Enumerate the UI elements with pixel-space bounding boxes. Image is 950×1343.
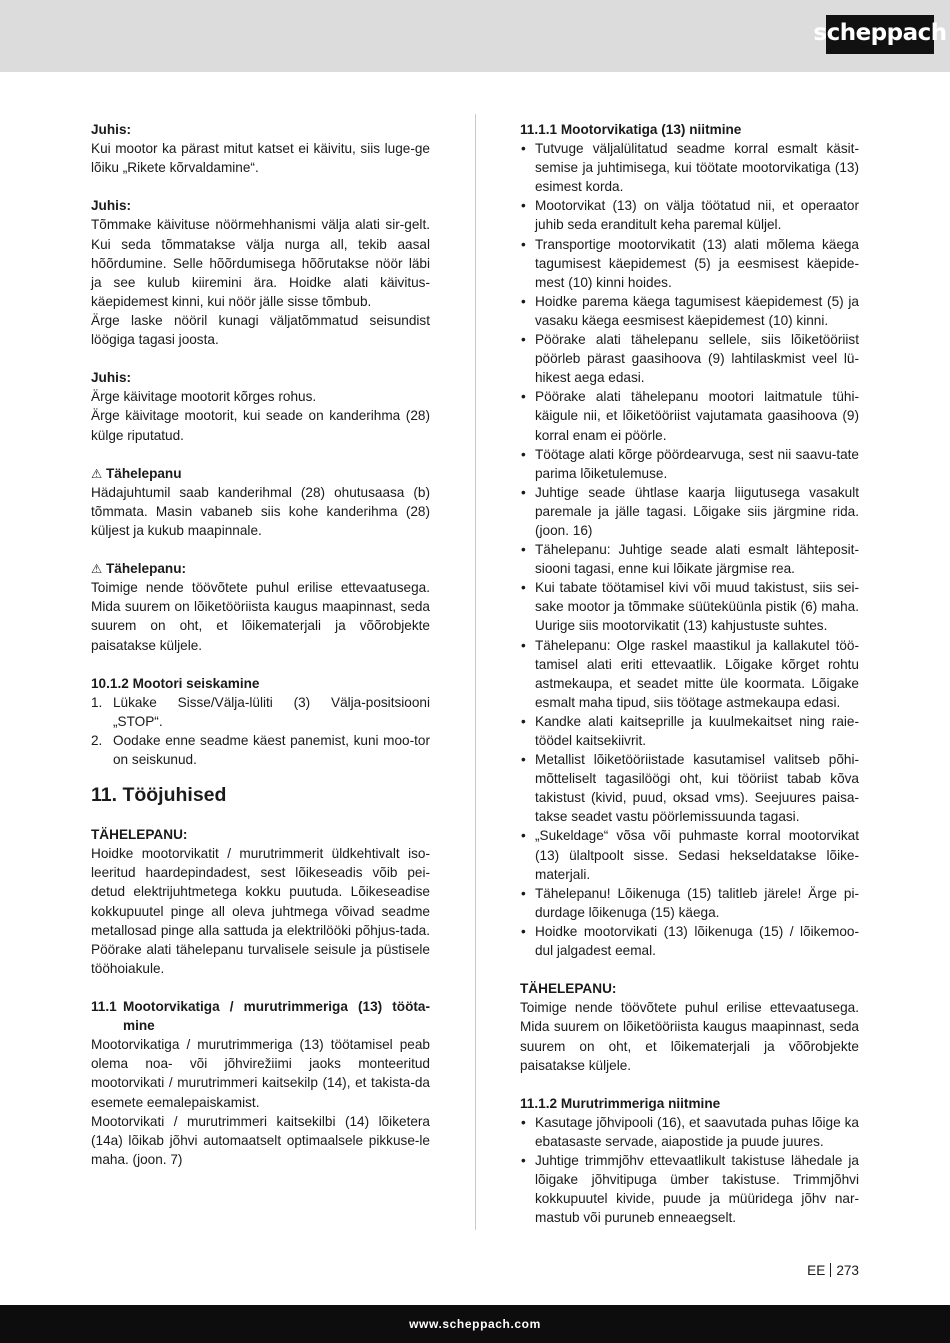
note-text: Tõmmake käivituse nöörmehhanismi välja alati sir-gelt. Kui seda tõmmatakse välja nurga all, tekib aasal hõõrdumine. Selle hõõrdumisega hõõrutakse nöör läbi ja see kulub kiiremini ära. Hoidke alati käivitus-käepidemest kinni, kui nöör jälle sisse tõmbub. [91,217,430,309]
warning-label: ⚠ Tähelepanu: [91,561,187,577]
list-item: • Juhtige seade ühtlase kaarja liigutusega vasakult paremale ja jälle tagasi. Lõigake siis järgmine rida. (joon. 16) [521,484,859,538]
list-item: • Juhtige trimmjõhv ettevaatlikult takistuse lähedale ja lõigake jõhvitipuga ümber takistuse. Trimmjõhvi kokkupuutel kivide, puude ja müüridega jõhv nar-mastub või puruneb enneaegselt. [521,1153,859,1226]
language-code: EE [807,1263,826,1278]
warning-icon: ⚠ [91,561,103,577]
list-item: • Tähelepanu: Olge raskel maastikul ja kallakutel töö-tamisel alati eriti ettevaatlik. Lõigake kõrget rohtu astmekaupa, et seadet mitte üle koormata. Lõigake esmalt maha tipud, siis töötage astmekaupa edasi. [521,637,859,710]
section-title: 11. Tööjuhised [91,784,227,807]
bullet-list [520,1113,859,1228]
bullet-list [520,139,859,960]
attention-text: Hoidke mootorvikatit / murutrimmerit üldkehtivalt iso-leeritud haardepindadest, sest lõikeseadis võib pei-detud elektrijuhtmetega kokku puutuda. Lõikeseadise kokkupuutel pinge all oleva juhtmega võivad seadme metallosad pinge alla sattuda ja elektrilööki põhjus-tada. Pöörake alati tähelepanu turvalisele seisule ja püstisele tööhoiakule. [91,846,430,976]
website-link[interactable]: www.scheppach.com [409,1317,541,1331]
warning-text: Hädajuhtumil saab kanderihmal (28) ohutusaasa (b) tõmmata. Masin vabaneb siis kohe kanderihma (28) küljest ja kukub maapinnale. [91,484,430,538]
list-item: • Hoidke mootorvikati (13) lõikenuga (15) / lõikemoo-dul jalgadest eemal. [521,923,859,959]
page-number [790,1263,859,1278]
list-item: • Tutvuge väljalülitatud seadme korral esmalt käsit-semise ja juhtimisega, kui töötate mootorvikatiga (13) esimest korda. [521,141,859,195]
body-text: Mootorvikatiga / murutrimmeriga (13) töötamisel peab olema noa- või jõhvirežiimi jaoks monteeritud mootorvikati / murutrimmeri kaitsekilp (14), et takista-da esemete eemalepaiskamist. [91,1037,430,1110]
note-label: Juhis: [91,370,132,386]
right-column [520,120,859,1227]
subsection-heading: 11.1.1 Mootorvikatiga (13) niitmine [520,122,742,137]
scheppach-logo: scheppach [826,15,934,54]
list-item: • Kasutage jõhvipooli (16), et saavutada puhas lõige ka ebatasaste servade, aiapostide ja puude juures. [521,1114,859,1149]
warning-text: Toimige nende töövõtete puhul erilise ettevaatusega. Mida suurem on lõiketööriista kaugus maapinnast, seda suurem on oht, et lõikematerjali ja võõrobjekte paisatakse küljele. [91,580,430,653]
warning-label: ⚠ Tähelepanu [91,465,182,481]
subsection-heading: 10.1.2 Mootori seiskamine [91,675,260,691]
footer-band [0,1305,950,1343]
subsection-heading: 11.1.2 Murutrimmeriga niitmine [520,1095,721,1111]
list-item: • Kandke alati kaitseprille ja kuulmekaitset ning raie-töödel kaitsekiivrit. [521,713,859,748]
note-text: Ärge käivitage mootorit, kui seade on kanderihma (28) külge riputatud. [91,408,430,443]
warning-icon: ⚠ [91,465,103,481]
step-list [91,693,430,769]
list-item: • Pöörake alati tähelepanu sellele, siis lõiketööriist pöörleb pärast gaasihoova (9) lahtilaskmist veel lü-hikest aega edasi. [521,332,859,386]
list-item: • „Sukeldage“ võsa või puhmaste korral mootorvikat (13) ülaltpoolt sisse. Sedasi hekseldatakse lõike-materjali. [521,828,859,882]
list-item: • Transportige mootorvikatit (13) alati mõlema käega tagumisest käepidemest (5) ja eesmisest käepide-mest (10) kinni hoides. [521,236,859,290]
note-text: Kui mootor ka pärast mitut katset ei käivitu, siis luge-ge lõiku „Rikete kõrvaldamine“. [91,141,430,176]
column-divider [475,114,476,1230]
list-item: • Metallist lõiketööriistade kasutamisel valitseb põhi-mõtteliselt tagasilöögi oht, kui tööriist tabab kõva takistust (kivid, puud, oksad vms). Seejuures paisa-takse seadet vastu pöörlemissuunda tagasi. [521,752,859,825]
attention-label: TÄHELEPANU: [91,827,188,843]
list-item: • Hoidke parema käega tagumisest käepidemest (5) ja vasaku käega eesmisest käepidemest (10) kinni. [521,293,859,328]
note-text: Ärge käivitage mootorit kõrges rohus. [91,389,317,405]
list-item: • Mootorvikat (13) on välja töötatud nii, et operaator juhib seda eranditult keha paremal küljel. [521,198,859,233]
subsection-heading: 11.1 Mootorvikatiga / murutrimmeriga (13) tööta-mine [91,999,430,1034]
list-item: 1. Lükake Sisse/Välja-lüliti (3) Välja-positsiooni „STOP“. [91,694,430,729]
page-number-value: 273 [836,1263,859,1278]
header-band [0,0,950,72]
attention-label: TÄHELEPANU: [520,981,617,997]
list-item: • Tähelepanu! Lõikenuga (15) talitleb järele! Ärge pi-durdage lõikenuga (15) käega. [521,885,859,920]
list-item: 2. Oodake enne seadme käest panemist, kuni moo-tor on seiskunud. [91,733,430,768]
attention-text: Toimige nende töövõtete puhul erilise ettevaatusega. Mida suurem on lõiketööriista kaugus maapinnast, seda suurem on oht, et lõikematerjali ja võõrobjekte paisatakse küljele. [520,1000,859,1073]
list-item: • Pöörake alati tähelepanu mootori laitmatule tühi-käigule nii, et lõiketööriist vajutamata gaasihoova (9) korral enam ei pöörle. [521,389,859,443]
note-label: Juhis: [91,198,132,214]
note-label: Juhis: [91,122,132,137]
list-item: • Töötage alati kõrge pöördearvuga, sest nii saavu-tate parima lõiketulemuse. [521,446,859,481]
note-text: Ärge laske nööril kunagi väljatõmmatud seisundist löögiga tagasi joosta. [91,312,430,348]
left-column [91,120,430,1169]
list-item: • Kui tabate töötamisel kivi või muud takistust, siis sei-sake mootor ja tõmmake süüteküünla pistik (6) maha. Uurige siis mootorvikatit (13) kahjustuste suhtes. [521,580,859,634]
list-item: • Tähelepanu: Juhtige seade alati esmalt lähteposit-siooni tagasi, enne kui lõikate järgmise rea. [521,542,859,577]
body-text: Mootorvikati / murutrimmeri kaitsekilbi (14) lõiketera (14a) lõikab jõhvi automaatselt optimaalsele pikkuse-le maha. (joon. 7) [91,1113,430,1167]
